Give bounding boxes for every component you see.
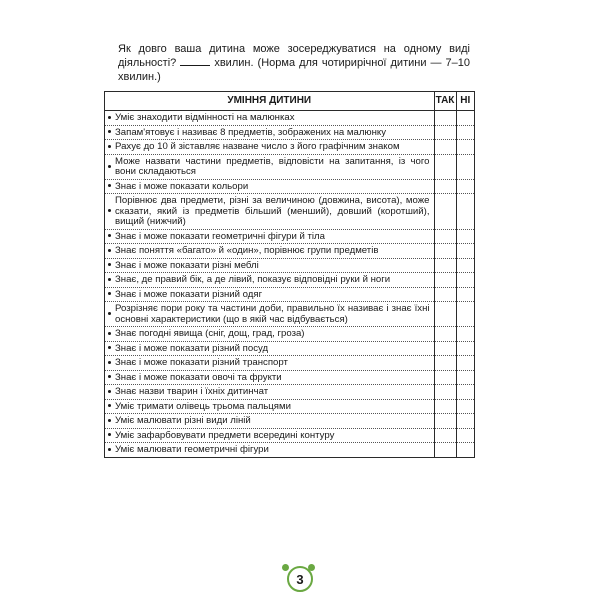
skill-text: Знає і може показати різний транспорт [115, 357, 288, 368]
header-skill: УМІННЯ ДИТИНИ [105, 92, 434, 111]
yes-checkbox-cell[interactable] [434, 140, 456, 155]
skill-cell [105, 428, 434, 443]
table-row [105, 229, 474, 244]
skill-text: Знає, де правий бік, а де лівий, показує відповідні руки й ноги [115, 274, 391, 285]
no-checkbox-cell[interactable] [456, 428, 474, 443]
bullet-icon [108, 332, 111, 335]
skill-text: Знає і може показати геометричні фігури й тіла [115, 230, 325, 242]
bullet-icon [108, 249, 111, 252]
skill-cell [105, 385, 434, 400]
no-checkbox-cell[interactable] [456, 111, 474, 126]
skill-cell [105, 399, 434, 414]
bullet-icon [108, 346, 111, 349]
skill-text: Уміє зафарбовувати предмети всередині контуру [115, 429, 335, 441]
skill-text: Знає назви тварин і їхніх дитинчат [115, 386, 269, 397]
bullet-icon [108, 130, 111, 133]
table-row [105, 125, 474, 140]
answer-blank [180, 56, 210, 66]
no-checkbox-cell[interactable] [456, 179, 474, 194]
yes-checkbox-cell[interactable] [434, 273, 456, 288]
skill-cell [105, 258, 434, 273]
page-number: 3 [287, 566, 313, 592]
no-checkbox-cell[interactable] [456, 443, 474, 457]
table-row [105, 428, 474, 443]
intro-norm-text: хвилин. (Норма для чотирирічної дитини — 7–10 хвилин.) [118, 57, 470, 83]
skill-text: Знає погодні явища (сніг, дощ, град, гроза) [115, 328, 305, 339]
no-checkbox-cell[interactable] [456, 154, 474, 179]
bullet-icon [108, 209, 111, 212]
skill-text: Уміє знаходити відмінності на малюнках [115, 112, 295, 123]
skill-cell [105, 154, 434, 179]
bullet-icon [108, 145, 111, 148]
skill-cell [105, 244, 434, 259]
intro-question-text: Як довго ваша дитина може зосереджуватися на одному виді діяльності? [118, 43, 470, 69]
bullet-icon [108, 404, 111, 407]
no-checkbox-cell[interactable] [456, 273, 474, 288]
skill-text: Запам'ятовує і називає 8 предметів, зображених на малюнку [115, 126, 387, 138]
no-checkbox-cell[interactable] [456, 327, 474, 342]
table-row [105, 154, 474, 179]
bullet-icon [108, 263, 111, 266]
yes-checkbox-cell[interactable] [434, 385, 456, 400]
yes-checkbox-cell[interactable] [434, 258, 456, 273]
skill-text: Уміє малювати різні види ліній [115, 415, 251, 426]
table-row [105, 443, 474, 457]
yes-checkbox-cell[interactable] [434, 428, 456, 443]
bullet-icon [108, 433, 111, 436]
no-checkbox-cell[interactable] [456, 341, 474, 356]
bullet-icon [108, 361, 111, 364]
no-checkbox-cell[interactable] [456, 244, 474, 259]
leaf-decoration-icon [282, 564, 289, 571]
skill-text: Розрізняє пори року та частини доби, правильно їх називає і знає їхні основні характеристики (що в якій час відбувається) [115, 303, 430, 325]
yes-checkbox-cell[interactable] [434, 229, 456, 244]
skill-cell [105, 125, 434, 140]
table-row [105, 111, 474, 126]
table-row [105, 179, 474, 194]
bullet-icon [108, 419, 111, 422]
bullet-icon [108, 165, 111, 168]
yes-checkbox-cell[interactable] [434, 194, 456, 230]
yes-checkbox-cell[interactable] [434, 443, 456, 457]
skill-text: Знає і може показати різний одяг [115, 288, 263, 300]
skill-cell [105, 287, 434, 302]
skill-text: Може назвати частини предметів, відповісти на запитання, із чого вони складаються [115, 155, 430, 177]
table-row [105, 370, 474, 385]
no-checkbox-cell[interactable] [456, 385, 474, 400]
no-checkbox-cell[interactable] [456, 229, 474, 244]
yes-checkbox-cell[interactable] [434, 287, 456, 302]
yes-checkbox-cell[interactable] [434, 356, 456, 371]
skill-cell [105, 111, 434, 126]
no-checkbox-cell[interactable] [456, 258, 474, 273]
bullet-icon [108, 116, 111, 119]
header-yes: ТАК [434, 92, 456, 111]
bullet-icon [108, 278, 111, 281]
bullet-icon [108, 390, 111, 393]
table-row [105, 414, 474, 429]
skill-text: Уміє тримати олівець трьома пальцями [115, 400, 291, 412]
skill-text: Знає і може показати кольори [115, 180, 249, 192]
bullet-icon [108, 234, 111, 237]
bullet-icon [108, 184, 111, 187]
skill-cell [105, 356, 434, 371]
no-checkbox-cell[interactable] [456, 414, 474, 429]
no-checkbox-cell[interactable] [456, 140, 474, 155]
table-row [105, 356, 474, 371]
table-row [105, 385, 474, 400]
table-row [105, 327, 474, 342]
skill-cell [105, 273, 434, 288]
skill-cell [105, 194, 434, 230]
table-row [105, 258, 474, 273]
header-no: НІ [456, 92, 474, 111]
skill-cell [105, 443, 434, 457]
skill-text: Знає і може показати овочі та фрукти [115, 371, 282, 383]
no-checkbox-cell[interactable] [456, 399, 474, 414]
yes-checkbox-cell[interactable] [434, 341, 456, 356]
skill-text: Знає і може показати різний посуд [115, 342, 269, 354]
skill-cell [105, 327, 434, 342]
no-checkbox-cell[interactable] [456, 125, 474, 140]
skill-cell [105, 414, 434, 429]
table-header-row [105, 92, 474, 111]
yes-checkbox-cell[interactable] [434, 179, 456, 194]
intro-question [118, 42, 470, 84]
table-row [105, 194, 474, 230]
skill-cell [105, 140, 434, 155]
table-row [105, 302, 474, 327]
skill-cell [105, 229, 434, 244]
table-row [105, 244, 474, 259]
bullet-icon [108, 312, 111, 315]
skill-text: Уміє малювати геометричні фігури [115, 444, 269, 455]
no-checkbox-cell[interactable] [456, 287, 474, 302]
yes-checkbox-cell[interactable] [434, 399, 456, 414]
yes-checkbox-cell[interactable] [434, 125, 456, 140]
table-row [105, 341, 474, 356]
table-row [105, 273, 474, 288]
no-checkbox-cell[interactable] [456, 370, 474, 385]
yes-checkbox-cell[interactable] [434, 414, 456, 429]
skill-text: Рахує до 10 й зіставляє назване число з його графічним знаком [115, 141, 400, 152]
table-row [105, 399, 474, 414]
yes-checkbox-cell[interactable] [434, 327, 456, 342]
skill-text: Порівнює два предмети, різні за величиною (довжина, висота), може сказати, який із предметів більший (менший), довший (коротший), вищий (нижчий) [115, 195, 430, 227]
bullet-icon [108, 375, 111, 378]
table-row [105, 140, 474, 155]
no-checkbox-cell[interactable] [456, 356, 474, 371]
no-checkbox-cell[interactable] [456, 302, 474, 327]
page-number-badge [285, 564, 313, 592]
yes-checkbox-cell[interactable] [434, 154, 456, 179]
skill-text: Знає і може показати різні меблі [115, 259, 259, 271]
skill-cell [105, 302, 434, 327]
yes-checkbox-cell[interactable] [434, 244, 456, 259]
skills-table [104, 91, 475, 458]
skill-cell [105, 341, 434, 356]
skill-cell [105, 179, 434, 194]
skill-text: Знає поняття «багато» й «один», порівнює групи предметів [115, 245, 379, 256]
no-checkbox-cell[interactable] [456, 194, 474, 230]
yes-checkbox-cell[interactable] [434, 111, 456, 126]
yes-checkbox-cell[interactable] [434, 370, 456, 385]
yes-checkbox-cell[interactable] [434, 302, 456, 327]
skill-cell [105, 370, 434, 385]
bullet-icon [108, 292, 111, 295]
table-row [105, 287, 474, 302]
bullet-icon [108, 448, 111, 451]
